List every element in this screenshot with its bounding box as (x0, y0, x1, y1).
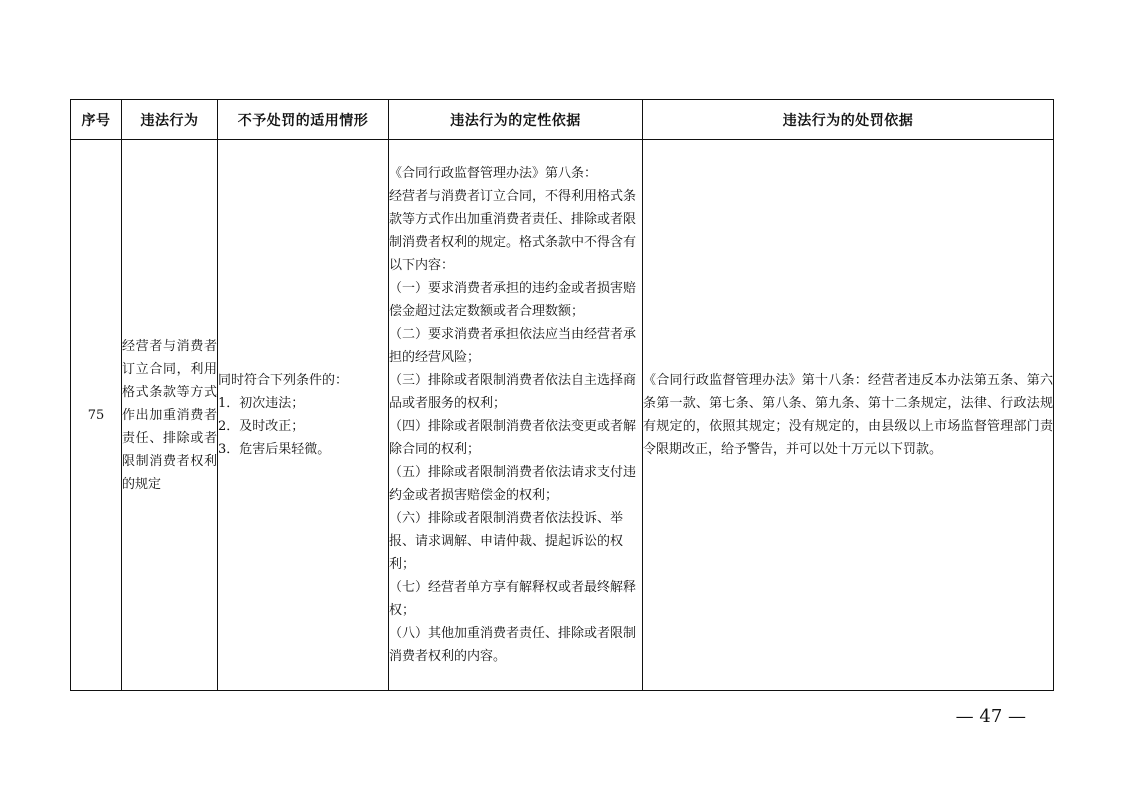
cell-qualitative-basis (389, 140, 643, 691)
header-penalty-basis: 违法行为的处罚依据 (643, 100, 1054, 140)
basis-paragraph: （一）要求消费者承担的违约金或者损害赔偿金超过法定数额或者合理数额； (389, 281, 637, 319)
basis-paragraph: （六）排除或者限制消费者依法投诉、举报、请求调解、申请仲裁、提起诉讼的权利； (389, 511, 624, 572)
basis-paragraph: 经营者与消费者订立合同，不得利用格式条款等方式作出加重消费者责任、排除或者限制消费者权利的规定。格式条款中不得含有以下内容： (389, 189, 637, 273)
condition-item: 3．危害后果轻微。 (218, 442, 331, 457)
cell-penalty-basis: 《合同行政监督管理办法》第十八条：经营者违反本办法第五条、第六条第一款、第七条、第八条、第九条、第十二条规定，法律、行政法规有规定的，依照其规定；没有规定的，由县级以上市场监督管理部门责令限期改正，给予警告，并可以处十万元以下罚款。 (643, 140, 1054, 691)
cell-violation: 经营者与消费者订立合同，利用格式条款等方式作出加重消费者责任、排除或者限制消费者权利的规定 (122, 140, 218, 691)
basis-paragraph: （二）要求消费者承担依法应当由经营者承担的经营风险； (389, 327, 637, 365)
table-header-row (71, 100, 1054, 140)
cell-conditions (218, 140, 389, 691)
basis-paragraph: 《合同行政监督管理办法》第八条： (389, 166, 598, 181)
table-row (71, 140, 1054, 691)
condition-item: 1．初次违法； (218, 396, 305, 411)
cell-seq: 75 (71, 140, 122, 691)
basis-paragraph: （四）排除或者限制消费者依法变更或者解除合同的权利； (389, 419, 637, 457)
header-conditions: 不予处罚的适用情形 (218, 100, 389, 140)
basis-paragraph: （三）排除或者限制消费者依法自主选择商品或者服务的权利； (389, 373, 637, 411)
condition-item: 2．及时改正； (218, 419, 305, 434)
basis-paragraph: （八）其他加重消费者责任、排除或者限制消费者权利的内容。 (389, 626, 637, 664)
conditions-intro: 同时符合下列条件的： (218, 373, 349, 388)
basis-paragraph: （五）排除或者限制消费者依法请求支付违约金或者损害赔偿金的权利； (389, 465, 637, 503)
header-seq: 序号 (71, 100, 122, 140)
regulation-table (70, 99, 1054, 691)
basis-paragraph: （七）经营者单方享有解释权或者最终解释权； (389, 580, 637, 618)
page-number: — 47 — (955, 706, 1026, 727)
header-violation: 违法行为 (122, 100, 218, 140)
header-qualitative-basis: 违法行为的定性依据 (389, 100, 643, 140)
